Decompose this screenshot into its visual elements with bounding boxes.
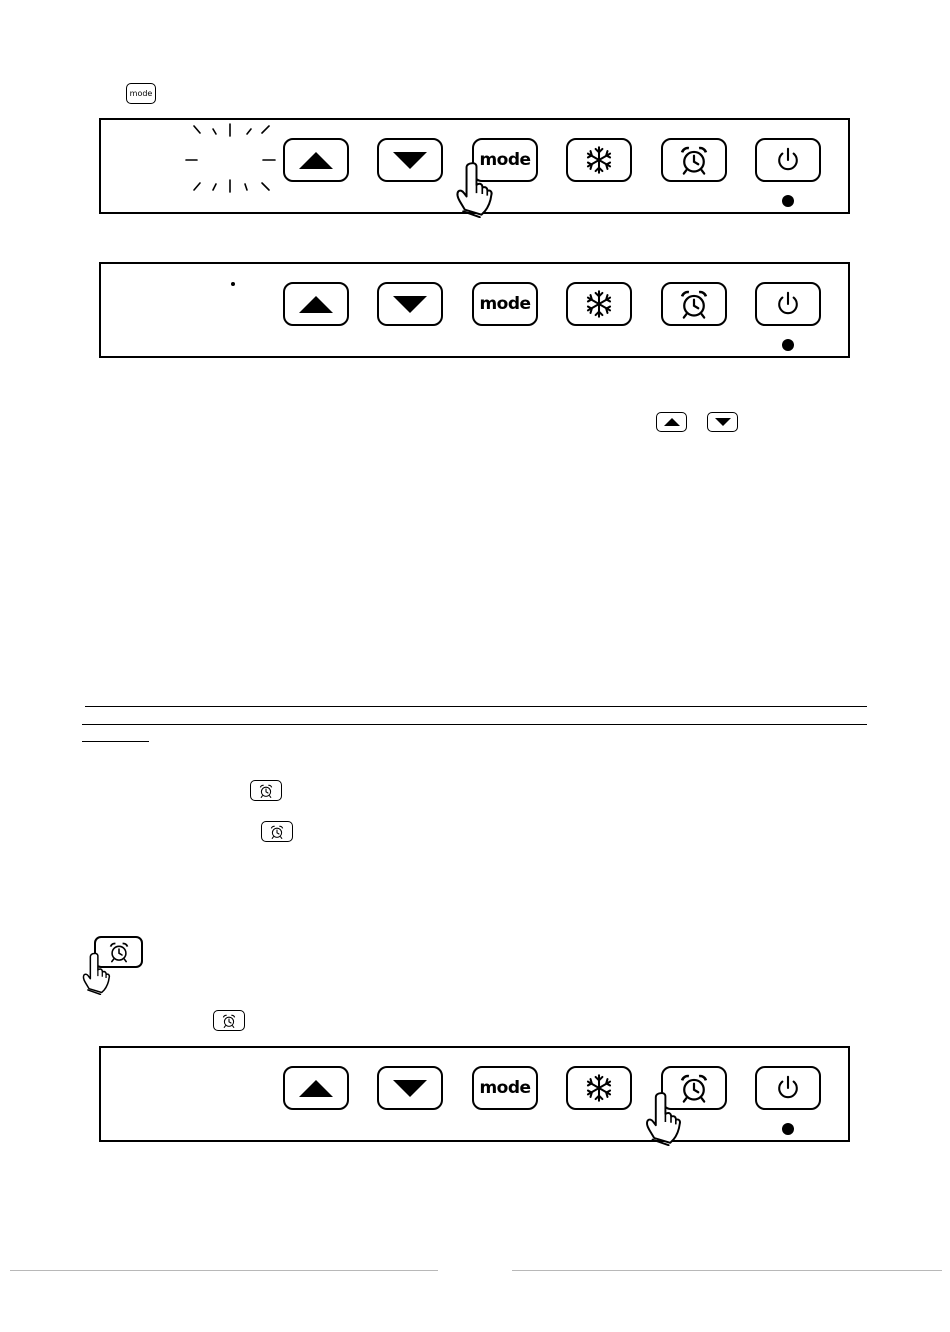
alarm-clock-icon <box>221 1013 237 1029</box>
snowflake-icon <box>582 143 616 177</box>
section-rule-bottom <box>82 724 867 725</box>
inline-up-key <box>656 412 687 432</box>
heading-underline <box>82 741 149 742</box>
control-panel-2 <box>99 262 850 358</box>
triangle-up-icon <box>663 417 681 427</box>
power-indicator-led <box>782 195 794 207</box>
up-button[interactable] <box>283 282 349 326</box>
inline-timer-key-3 <box>213 1010 245 1031</box>
up-button[interactable] <box>283 1066 349 1110</box>
control-panel-1 <box>99 118 850 214</box>
alarm-clock-icon <box>677 143 711 177</box>
footer-rule-left <box>10 1270 438 1271</box>
power-indicator-led <box>782 339 794 351</box>
snowflake-icon <box>582 1071 616 1105</box>
inline-timer-key-2 <box>261 821 293 842</box>
up-button[interactable] <box>283 138 349 182</box>
display-dot <box>231 282 235 286</box>
power-button[interactable] <box>755 138 821 182</box>
pointing-hand-icon <box>80 951 112 995</box>
snowflake-icon <box>582 287 616 321</box>
section-rule-top <box>85 706 867 707</box>
power-button[interactable] <box>755 282 821 326</box>
flashing-display-indicator <box>183 120 279 200</box>
fan-button[interactable] <box>566 138 632 182</box>
triangle-down-icon <box>390 1077 430 1099</box>
alarm-clock-icon <box>269 824 285 840</box>
control-panel-3 <box>99 1046 850 1142</box>
inline-down-key <box>707 412 738 432</box>
triangle-down-icon <box>390 293 430 315</box>
down-button[interactable] <box>377 282 443 326</box>
power-icon <box>772 144 804 176</box>
triangle-down-icon <box>714 417 732 427</box>
pointing-hand-icon <box>643 1090 683 1146</box>
inline-mode-label: mode <box>129 88 153 98</box>
fan-button[interactable] <box>566 282 632 326</box>
timer-button[interactable] <box>661 138 727 182</box>
triangle-up-icon <box>296 149 336 171</box>
alarm-clock-icon <box>677 287 711 321</box>
mode-button[interactable] <box>472 1066 538 1110</box>
mode-button-label: mode <box>479 1077 531 1098</box>
power-indicator-led <box>782 1123 794 1135</box>
pointing-hand-icon <box>453 160 495 218</box>
triangle-up-icon <box>296 293 336 315</box>
triangle-down-icon <box>390 149 430 171</box>
power-icon <box>772 1072 804 1104</box>
down-button[interactable] <box>377 138 443 182</box>
fan-button[interactable] <box>566 1066 632 1110</box>
power-icon <box>772 288 804 320</box>
alarm-clock-icon <box>258 783 274 799</box>
mode-button[interactable] <box>472 282 538 326</box>
mode-button-label: mode <box>479 149 531 170</box>
timer-button[interactable] <box>661 282 727 326</box>
mode-button-label: mode <box>479 293 531 314</box>
footer-rule-right <box>512 1270 942 1271</box>
power-button[interactable] <box>755 1066 821 1110</box>
inline-mode-key <box>126 83 156 104</box>
down-button[interactable] <box>377 1066 443 1110</box>
inline-timer-key-1 <box>250 780 282 801</box>
triangle-up-icon <box>296 1077 336 1099</box>
